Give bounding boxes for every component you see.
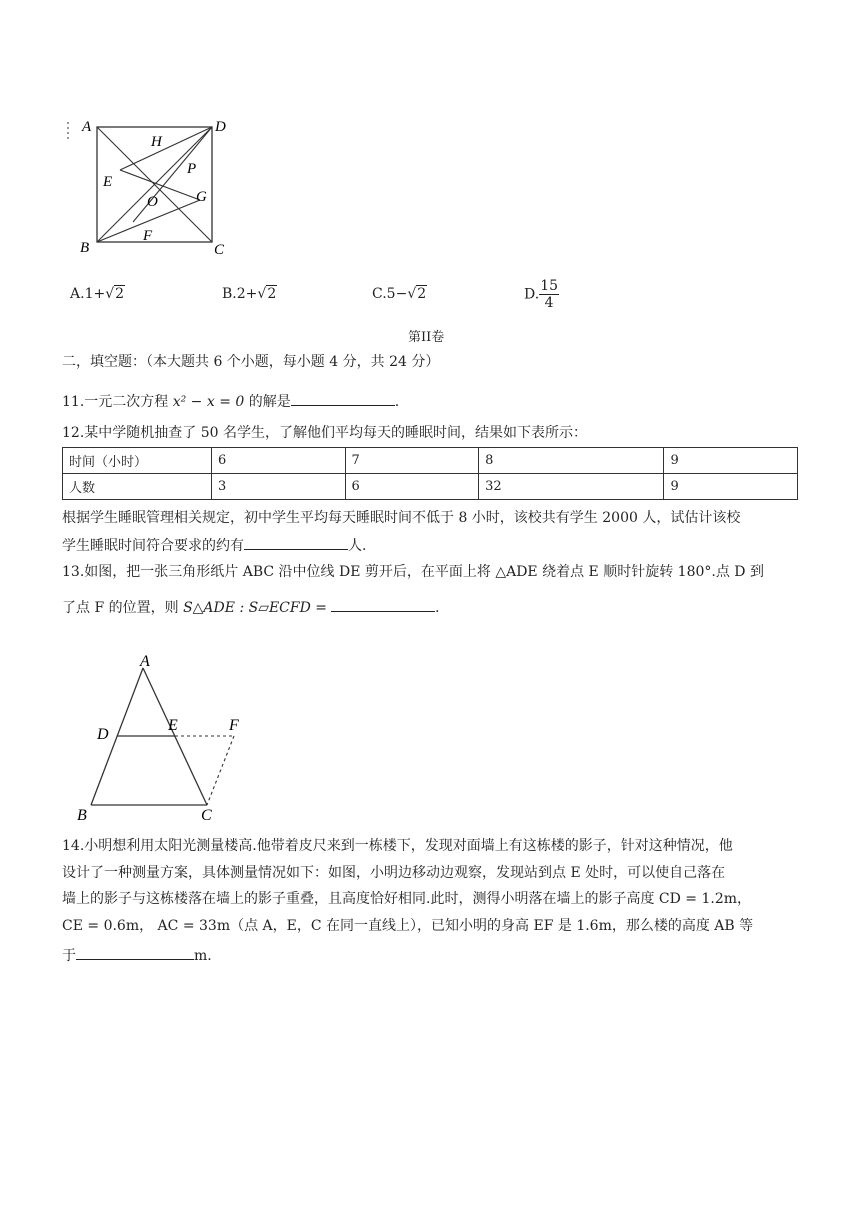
question-12: 12.某中学随机抽查了 50 名学生，了解他们平均每天的睡眠时间，结果如下表所示： — [62, 425, 587, 441]
answer-blank-14[interactable] — [76, 945, 194, 960]
label-C: C — [201, 807, 212, 823]
label-G: G — [196, 189, 207, 205]
table-cell: 32 — [479, 474, 664, 500]
area-ratio: S△ADE : S▱ECFD = — [183, 600, 328, 616]
question-13-line-1: 13.如图，把一张三角形纸片 ABC 沿中位线 DE 剪开后，在平面上将 △ADE 绕着点 E 顺时针旋转 180°.点 D 到 — [62, 564, 764, 580]
label-O: O — [147, 194, 158, 210]
label-B: B — [77, 807, 87, 823]
question-14-line-1: 14.小明想利用太阳光测量楼高.他带着皮尺来到一栋楼下，发现对面墙上有这栋楼的影子，针对这种情况，他 — [62, 838, 733, 854]
triangle-figure — [70, 648, 250, 823]
section-title: 第II卷 — [408, 330, 445, 345]
answer-blank-12[interactable] — [244, 535, 348, 550]
question-12-text-1: 根据学生睡眠管理相关规定，初中学生平均每天睡眠时间不低于 8 小时，该校共有学生 2000 人，试估计该校 — [62, 510, 741, 526]
label-P: P — [187, 161, 197, 177]
question-14-line-4: CE = 0.6m， AC = 33m（点 A，E，C 在同一直线上），已知小明的身高 EF 是 1.6m，那么楼的高度 AB 等 — [62, 918, 754, 934]
label-H: H — [151, 134, 162, 150]
answer-blank-13[interactable] — [331, 597, 435, 612]
table-cell: 6 — [345, 474, 479, 500]
sqrt-symbol: √2 — [105, 286, 125, 302]
square-figure — [60, 112, 240, 262]
section2-heading: 二，填空题：（本大题共 6 个小题，每小题 4 分，共 24 分） — [62, 354, 440, 370]
option-b[interactable]: B.2+√2 — [222, 286, 277, 302]
option-c[interactable]: C.5−√2 — [372, 286, 427, 302]
table-cell: 9 — [664, 448, 798, 474]
table-cell: 8 — [479, 448, 664, 474]
question-14-line-2: 设计了一种测量方案，具体测量情况如下：如图，小明边移动边观察，发现站到点 E 处时，可以使自己落在 — [62, 865, 726, 881]
label-A: A — [140, 653, 150, 670]
label-B: B — [80, 240, 90, 256]
table-cell: 7 — [345, 448, 479, 474]
table-row — [63, 474, 798, 500]
equation: x² − x = 0 — [172, 394, 245, 410]
option-d[interactable]: D. $\frac{15}{4}$ — [524, 278, 559, 311]
label-E: E — [168, 717, 178, 734]
table-cell: 3 — [212, 474, 346, 500]
sqrt-symbol: √2 — [407, 286, 427, 302]
label-C: C — [214, 242, 225, 258]
sleep-table — [62, 447, 798, 500]
label-D: D — [97, 726, 109, 743]
option-a[interactable]: A.1+√2 — [70, 286, 125, 302]
question-12-text-2: 学生睡眠时间符合要求的约有 人. — [62, 535, 366, 555]
table-cell: 9 — [664, 474, 798, 500]
label-E: E — [103, 174, 113, 190]
sqrt-symbol: √2 — [257, 286, 277, 302]
question-14-line-3: 墙上的影子与这栋楼落在墙上的影子重叠，且高度恰好相同.此时，测得小明落在墙上的影子高度 CD = 1.2m， — [62, 891, 752, 907]
label-A: A — [82, 119, 92, 135]
label-F: F — [143, 228, 153, 244]
question-11: 11.一元二次方程 x² − x = 0 的解是 . — [62, 391, 399, 411]
label-F: F — [229, 717, 239, 734]
table-cell: 6 — [212, 448, 346, 474]
question-13-line-2: 了点 F 的位置，则 S△ADE : S▱ECFD = . — [62, 597, 439, 617]
row-header: 时间（小时） — [63, 448, 212, 474]
row-header: 人数 — [63, 474, 212, 500]
answer-blank-11[interactable] — [291, 391, 395, 406]
question-14-line-5: 于 m. — [62, 945, 212, 965]
table-row — [63, 448, 798, 474]
fraction: $\frac{15}{4}$ — [540, 278, 559, 311]
label-D: D — [215, 119, 226, 135]
